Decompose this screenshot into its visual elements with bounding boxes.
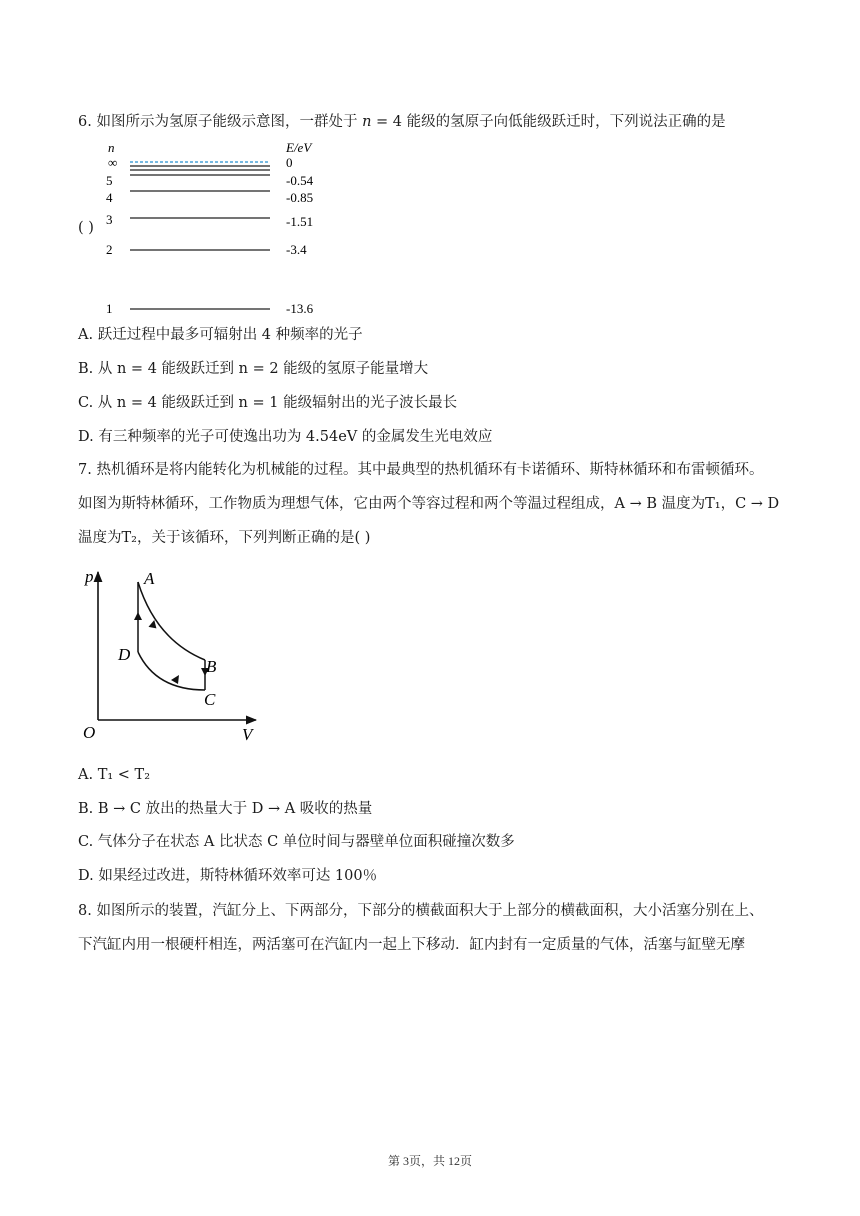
origin-label: O — [83, 723, 96, 742]
level-2-energy: -3.4 — [286, 242, 307, 257]
level-1-energy: -13.6 — [286, 301, 314, 316]
q6-stem-b: = 4 能级的氢原子向低能级跃迁时，下列说法正确的是 — [371, 114, 726, 130]
e-axis-header: E/eV — [286, 140, 312, 155]
q6-option-c: C. 从 n = 4 能级跃迁到 n = 1 能级辐射出的光子波长最长 — [78, 395, 458, 411]
arrow-a-b — [148, 620, 159, 631]
q7-option-d: D. 如果经过改进，斯特林循环效率可达 100％ — [78, 868, 378, 884]
arrow-d-a — [134, 612, 142, 620]
stirling-cycle-diagram — [78, 562, 278, 746]
level-5-energy: -0.54 — [286, 173, 314, 188]
level-3-energy: -1.51 — [286, 214, 314, 229]
q8-line-2: 下汽缸内用一根硬杆相连，两活塞可在汽缸内一起上下移动．缸内封有一定质量的气体，活塞与缸壁无摩 — [78, 937, 745, 953]
q7-line-3: 温度为T₂，关于该循环，下列判断正确的是( ) — [78, 530, 371, 546]
curve-c-d — [138, 652, 205, 690]
q6-option-d: D. 有三种频率的光子可使逸出功为 4.54eV 的金属发生光电效应 — [78, 429, 493, 445]
curve-a-b — [138, 582, 205, 660]
q6-stem-n: n — [362, 114, 372, 130]
page-footer: 第 3页，共 12页 — [387, 1154, 472, 1168]
point-a-label: A — [144, 569, 155, 588]
energy-level-diagram — [100, 138, 340, 322]
level-2-label: 2 — [106, 242, 113, 257]
level-4-energy: -0.85 — [286, 190, 314, 205]
x-axis-label: V — [242, 725, 253, 744]
q7-option-c: C. 气体分子在状态 A 比状态 C 单位时间与器壁单位面积碰撞次数多 — [78, 834, 515, 850]
q6-option-b: B. 从 n = 4 能级跃迁到 n = 2 能级的氢原子能量增大 — [78, 361, 429, 377]
q7-line-1: 7. 热机循环是将内能转化为机械能的过程。其中最典型的热机循环有卡诺循环、斯特林循环和布雷顿循环。 — [78, 462, 764, 478]
point-d-label: D — [118, 645, 131, 664]
level-1-label: 1 — [106, 301, 113, 316]
y-axis-label: p — [85, 567, 94, 586]
q6-stem-a: 6. 如图所示为氢原子能级示意图，一群处于 — [78, 114, 363, 130]
level-inf-label: ∞ — [108, 155, 118, 170]
point-b-label: B — [206, 657, 217, 676]
level-3-label: 3 — [106, 212, 113, 227]
q6-option-a: A. 跃迁过程中最多可辐射出 4 种频率的光子 — [78, 327, 363, 343]
q6-answer-paren: ( ) — [78, 220, 94, 236]
n-axis-header: n — [108, 140, 115, 155]
q7-line-2: 如图为斯特林循环，工作物质为理想气体，它由两个等容过程和两个等温过程组成，A → B 温度为T₁，C → D — [78, 496, 780, 512]
level-inf-energy: 0 — [286, 155, 293, 170]
point-c-label: C — [204, 690, 216, 709]
q7-option-b: B. B → C 放出的热量大于 D → A 吸收的热量 — [78, 801, 373, 817]
arrow-c-d — [171, 675, 179, 684]
level-5-label: 5 — [106, 173, 113, 188]
level-4-label: 4 — [106, 190, 113, 205]
q6-stem — [78, 112, 726, 132]
q8-line-1: 8. 如图所示的装置，汽缸分上、下两部分，下部分的横截面积大于上部分的横截面积，大小活塞分别在上、 — [78, 903, 764, 919]
q7-option-a: A. T₁ < T₂ — [78, 767, 151, 783]
